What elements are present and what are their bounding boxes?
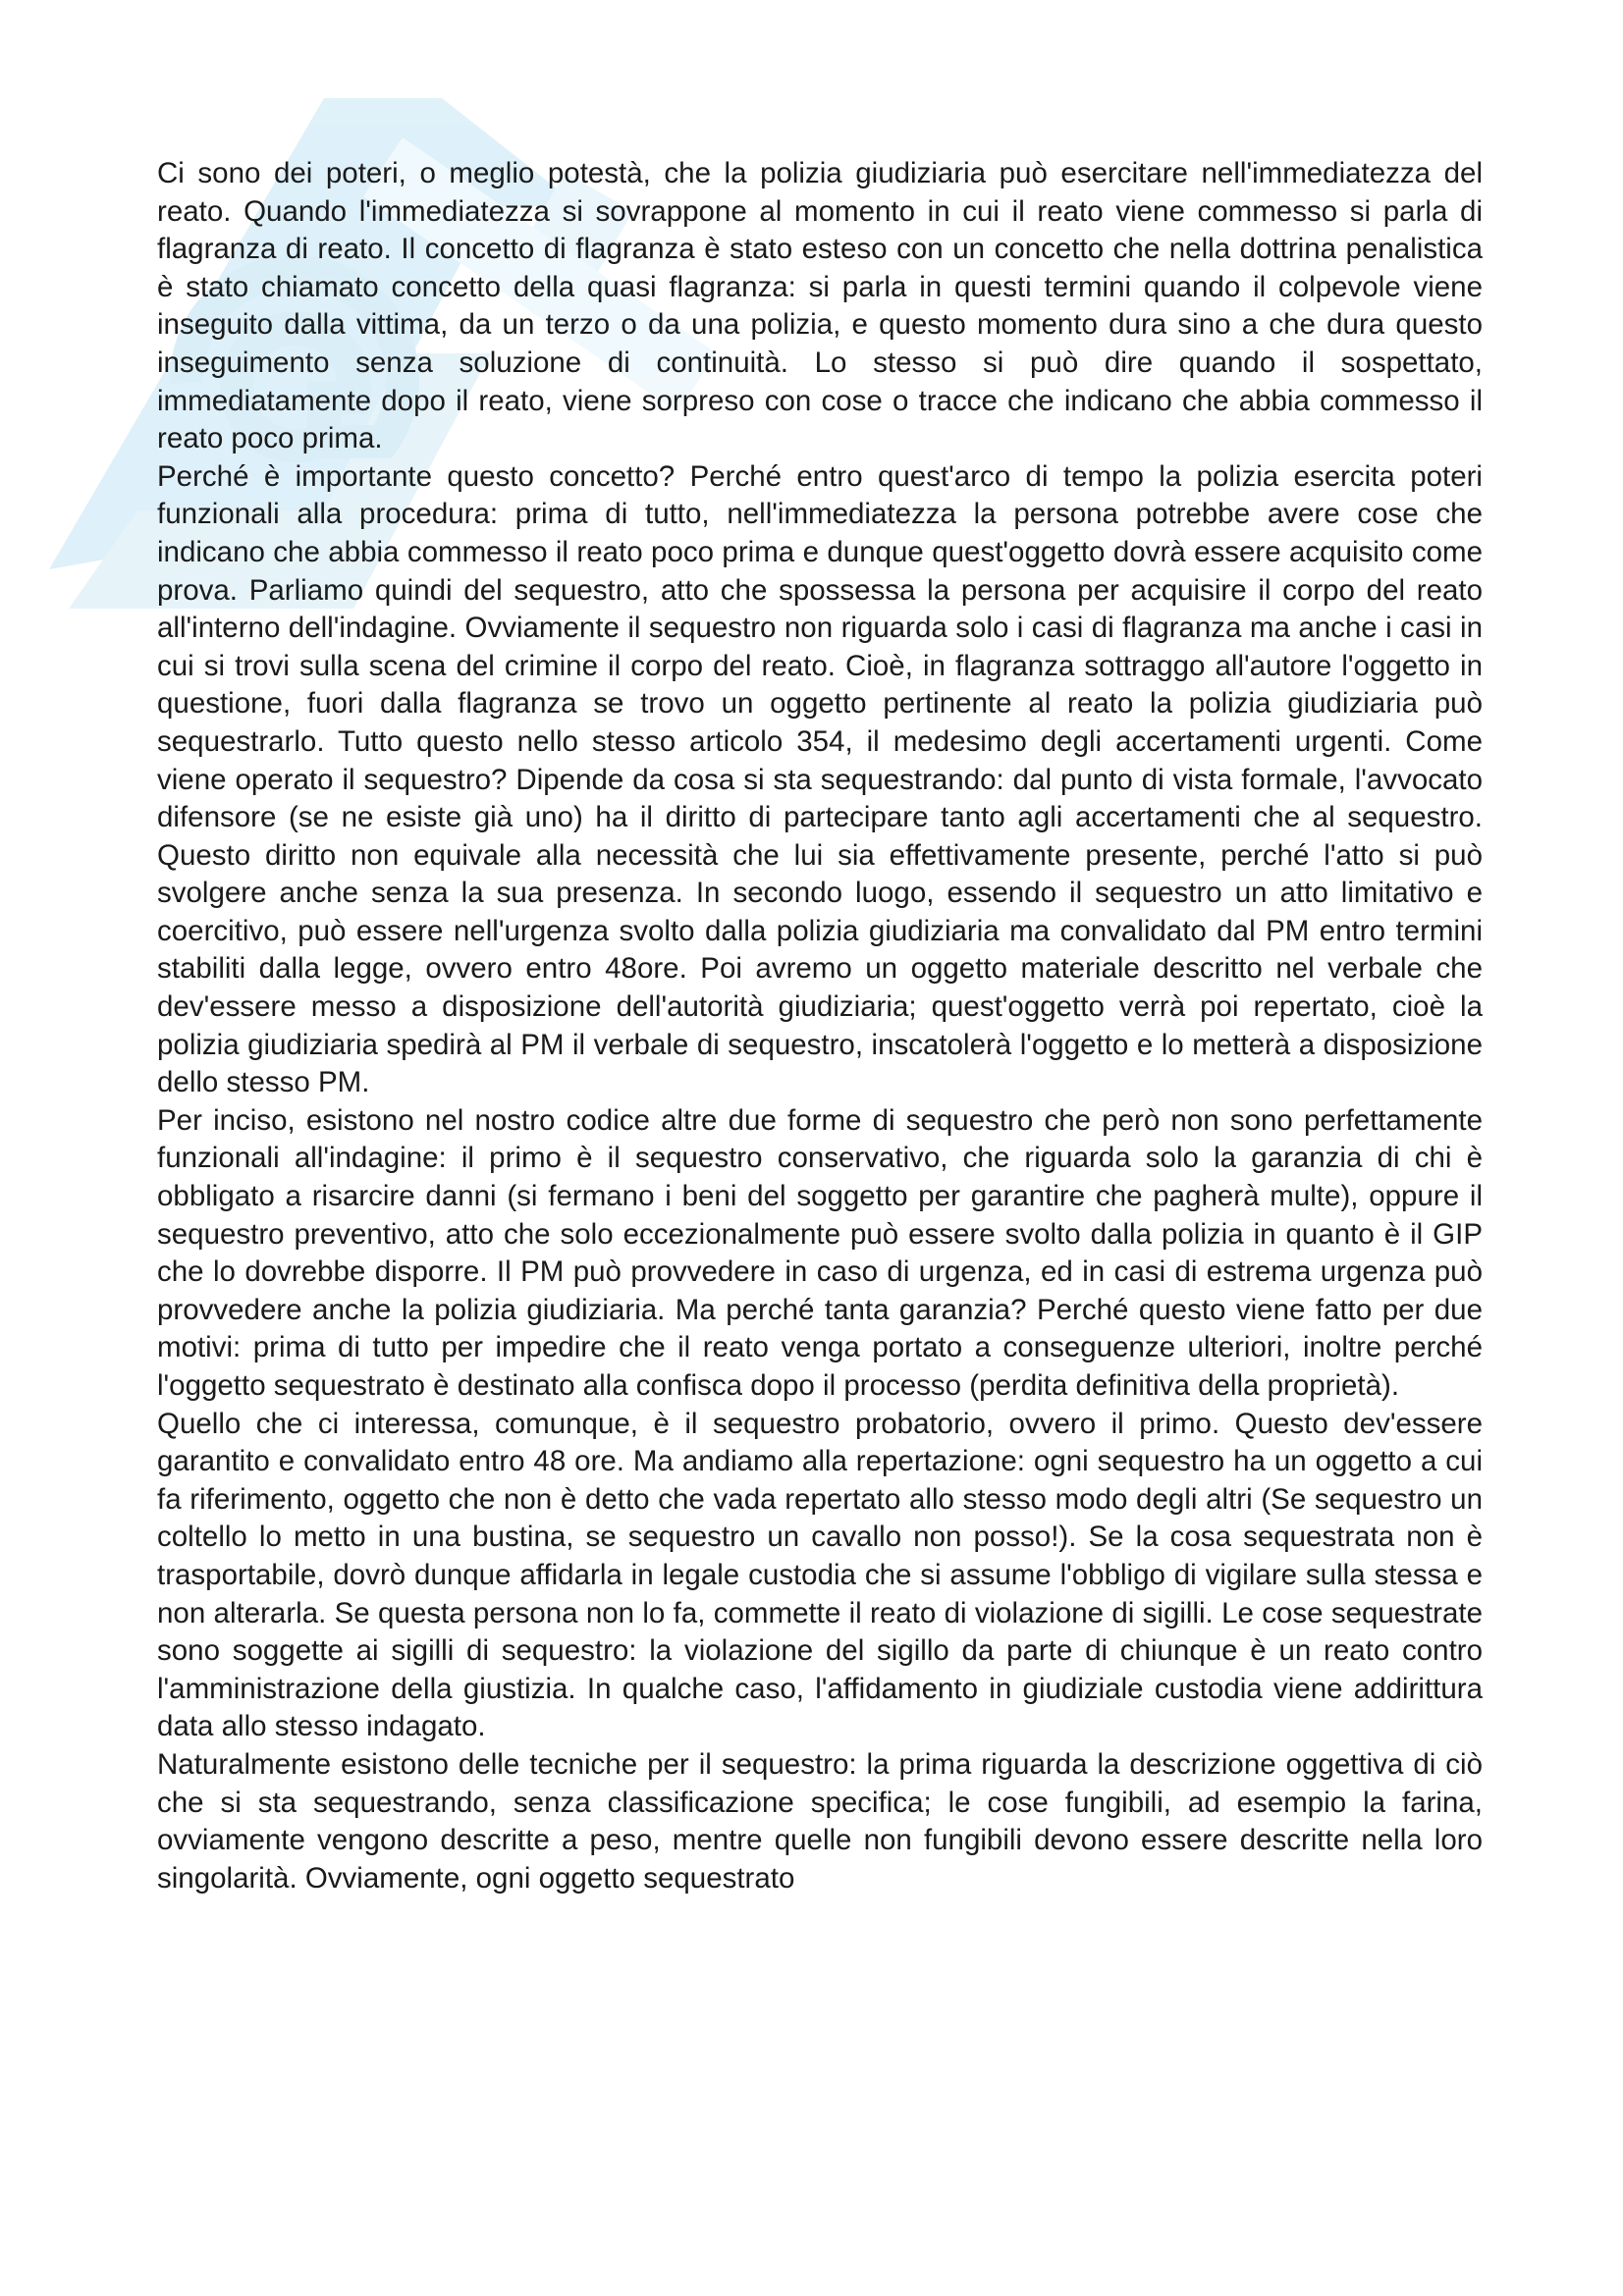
paragraph-2: Perché è importante questo concetto? Perché entro quest'arco di tempo la polizia esercita poteri funzionali alla procedura: prima di tutto, nell'immediatezza la persona potrebbe avere cose che indicano che abbia commesso il reato poco prima e dunque quest'oggetto dovrà essere acquisito come prova. Parliamo quindi del sequestro, atto che spossessa la persona per acquisire il corpo del reato all'interno dell'indagine. Ovviamente il sequestro non riguarda solo i casi di flagranza ma anche i casi in cui si trovi sulla scena del crimine il corpo del reato. Cioè, in flagranza sottraggo all'autore l'oggetto in questione, fuori dalla flagranza se trovo un oggetto pertinente al reato la polizia giudiziaria può sequestrarlo. Tutto questo nello stesso articolo 354, il medesimo degli accertamenti urgenti. Come viene operato il sequestro? Dipende da cosa si sta sequestrando: dal punto di vista formale, l'avvocato difensore (se ne esiste già uno) ha il diritto di partecipare tanto agli accertamenti che al sequestro. Questo diritto non equivale alla necessità che lui sia effettivamente presente, perché l'atto si può svolgere anche senza la sua presenza. In secondo luogo, essendo il sequestro un atto limitativo e coercitivo, può essere nell'urgenza svolto dalla polizia giudiziaria ma convalidato dal PM entro termini stabiliti dalla legge, ovvero entro 48ore. Poi avremo un oggetto materiale descritto nel verbale che dev'essere messo a disposizione dell'autorità giudiziaria; quest'oggetto verrà poi repertato, cioè la polizia giudiziaria spedirà al PM il verbale di sequestro, inscatolerà l'oggetto e lo metterà a disposizione dello stesso PM. [157, 459, 1483, 1099]
paragraph-1: Ci sono dei poteri, o meglio potestà, che la polizia giudiziaria può esercitare nell'immediatezza del reato. Quando l'immediatezza si sovrappone al momento in cui il reato viene commesso si parla di flagranza di reato. Il concetto di flagranza è stato esteso con un concetto che nella dottrina penalistica è stato chiamato concetto della quasi flagranza: si parla in questi termini quando il colpevole viene inseguito dalla vittima, da un terzo o da una polizia, e questo momento dura sino a che dura questo inseguimento senza soluzione di continuità. Lo stesso si può dire quando il sospettato, immediatamente dopo il reato, viene sorpreso con cose o tracce che indicano che abbia commesso il reato poco prima. [157, 157, 1483, 455]
paragraph-4: Quello che ci interessa, comunque, è il sequestro probatorio, ovvero il primo. Questo dev'essere garantito e convalidato entro 48 ore. Ma andiamo alla repertazione: ogni sequestro ha un oggetto a cui fa riferimento, oggetto che non è detto che vada repertato allo stesso modo degli altri (Se sequestro un coltello lo metto in una bustina, se sequestro un cavallo non posso!). Se la cosa sequestrata non è trasportabile, dovrò dunque affidarla in legale custodia che si assume l'obbligo di vigilare sulla stessa e non alterarla. Se questa persona non lo fa, commette il reato di violazione di sigilli. Le cose sequestrate sono soggette ai sigilli di sequestro: la violazione del sigillo da parte di chiunque è un reato contro l'amministrazione della giustizia. In qualche caso, l'affidamento in giudiziale custodia viene addirittura data allo stesso indagato. [157, 1407, 1483, 1743]
paragraph-3: Per inciso, esistono nel nostro codice altre due forme di sequestro che però non sono perfettamente funzionali all'indagine: il primo è il sequestro conservativo, che riguarda solo la garanzia di chi è obbligato a risarcire danni (si fermano i beni del soggetto per garantire che pagherà multe), oppure il sequestro preventivo, atto che solo eccezionalmente può essere svolto dalla polizia in quanto è il GIP che lo dovrebbe disporre. Il PM può provvedere in caso di urgenza, ed in casi di estrema urgenza può provvedere anche la polizia giudiziaria. Ma perché tanta garanzia? Perché questo viene fatto per due motivi: prima di tutto per impedire che il reato venga portato a conseguenze ulteriori, inoltre perché l'oggetto sequestrato è destinato alla confisca dopo il processo (perdita definitiva della proprietà). [157, 1103, 1483, 1402]
document-body [157, 155, 1483, 1897]
paragraph-5: Naturalmente esistono delle tecniche per il sequestro: la prima riguarda la descrizione oggettiva di ciò che si sta sequestrando, senza classificazione specifica; le cose fungibili, ad esempio la farina, ovviamente vengono descritte a peso, mentre quelle non fungibili devono essere descritte nella loro singolarità. Ovviamente, ogni oggetto sequestrato [157, 1747, 1483, 1895]
